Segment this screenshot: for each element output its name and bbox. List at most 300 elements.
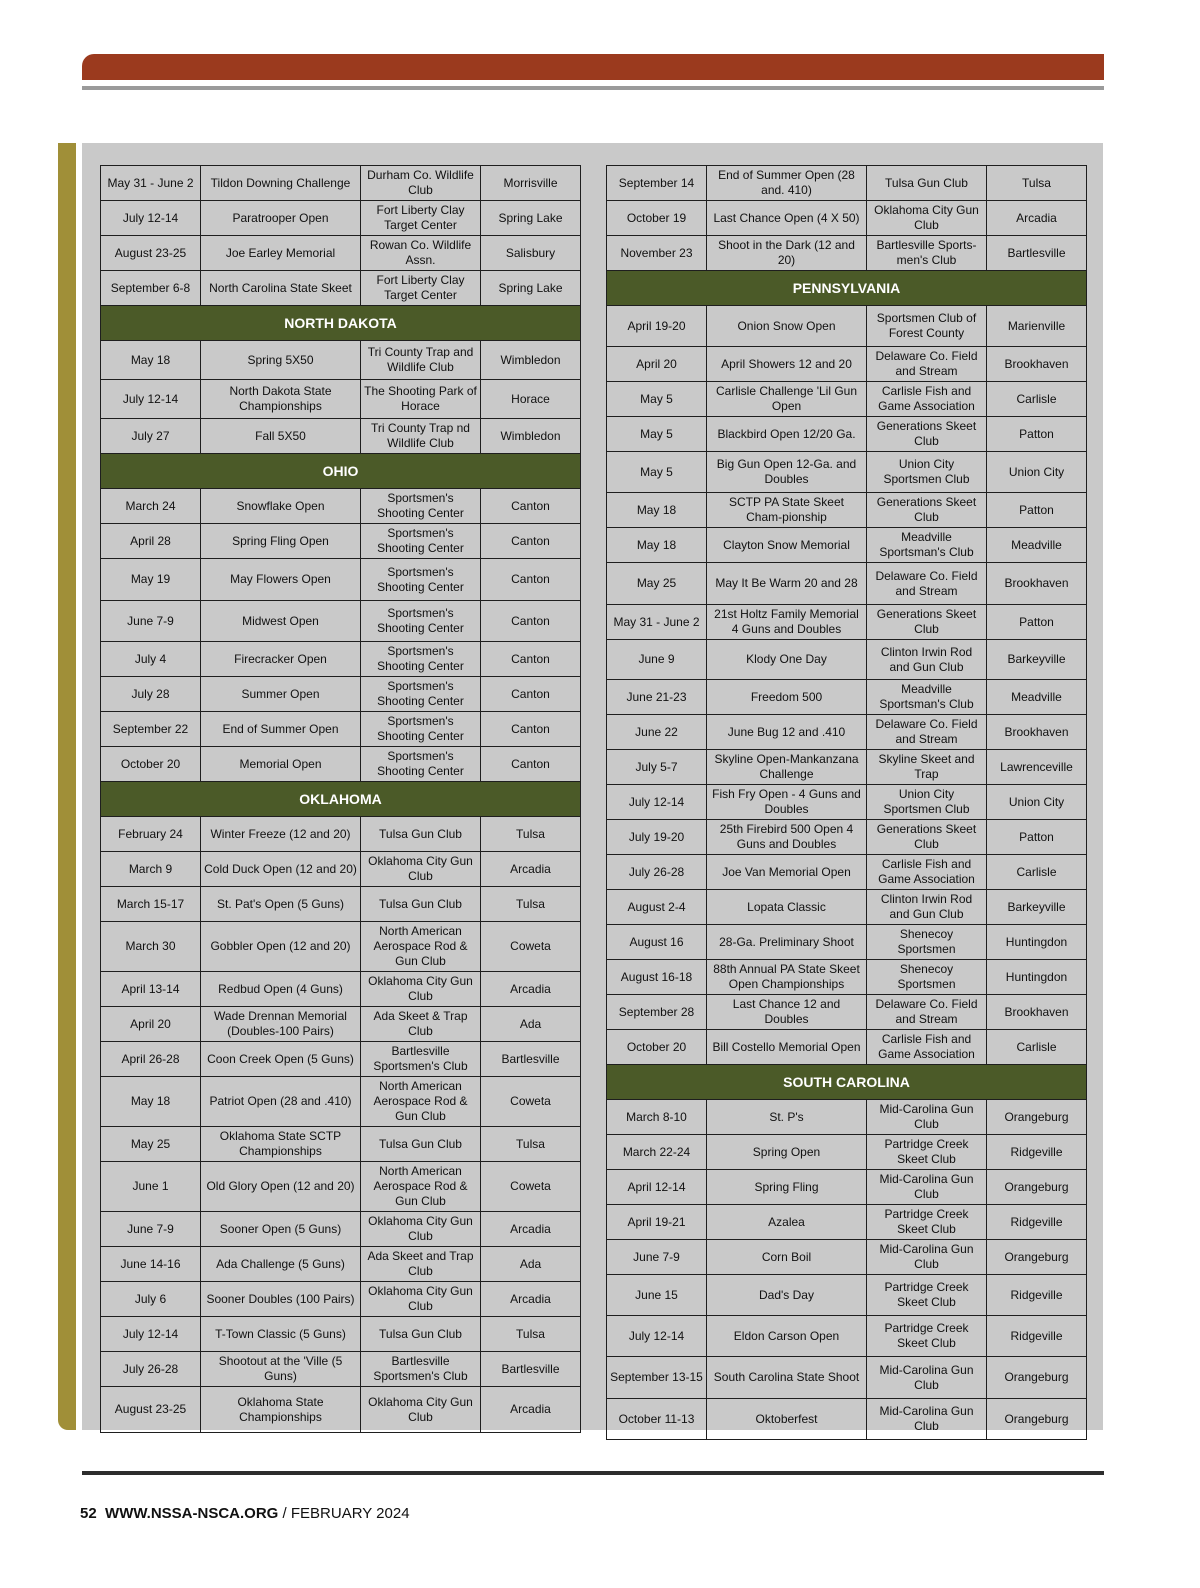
club-cell: Meadville Sportsman's Club: [867, 528, 987, 563]
event-cell: Last Chance 12 and Doubles: [707, 995, 867, 1030]
club-cell: Bartlesville Sports-men's Club: [867, 236, 987, 271]
state-header-row: [101, 454, 581, 489]
schedule-table-left: [100, 165, 581, 1433]
header-accent-bar: [82, 54, 1104, 80]
event-cell: Joe Van Memorial Open: [707, 855, 867, 890]
event-cell: June Bug 12 and .410: [707, 715, 867, 750]
event-cell: Winter Freeze (12 and 20): [201, 817, 361, 852]
city-cell: Marienville: [987, 306, 1087, 347]
date-cell: November 23: [607, 236, 707, 271]
event-cell: North Dakota State Championships: [201, 380, 361, 419]
club-cell: Bartlesville Sportsmen's Club: [361, 1352, 481, 1387]
date-cell: March 8-10: [607, 1100, 707, 1135]
date-cell: July 12-14: [607, 785, 707, 820]
state-header: NORTH DAKOTA: [101, 306, 581, 341]
table-row: [101, 559, 581, 601]
city-cell: Canton: [481, 677, 581, 712]
city-cell: Canton: [481, 712, 581, 747]
table-row: [607, 785, 1087, 820]
date-cell: October 20: [607, 1030, 707, 1065]
club-cell: Oklahoma City Gun Club: [361, 1387, 481, 1433]
table-row: [101, 1077, 581, 1127]
table-row: [101, 1042, 581, 1077]
city-cell: Patton: [987, 417, 1087, 452]
date-cell: August 2-4: [607, 890, 707, 925]
date-cell: June 14-16: [101, 1247, 201, 1282]
event-cell: Memorial Open: [201, 747, 361, 782]
event-cell: Klody One Day: [707, 640, 867, 680]
event-cell: Spring 5X50: [201, 341, 361, 380]
club-cell: Shenecoy Sportsmen: [867, 925, 987, 960]
table-row: [101, 642, 581, 677]
club-cell: Sportsmen's Shooting Center: [361, 747, 481, 782]
event-cell: May Flowers Open: [201, 559, 361, 601]
schedule-table-right: [606, 165, 1087, 1440]
club-cell: Delaware Co. Field and Stream: [867, 563, 987, 605]
club-cell: Durham Co. Wildlife Club: [361, 166, 481, 201]
date-cell: March 15-17: [101, 887, 201, 922]
date-cell: April 20: [101, 1007, 201, 1042]
table-row: [607, 528, 1087, 563]
date-cell: August 16-18: [607, 960, 707, 995]
city-cell: Patton: [987, 605, 1087, 640]
state-header: PENNSYLVANIA: [607, 271, 1087, 306]
state-header-row: [101, 306, 581, 341]
club-cell: Sportsmen Club of Forest County: [867, 306, 987, 347]
table-row: [607, 1100, 1087, 1135]
city-cell: Canton: [481, 642, 581, 677]
date-cell: April 20: [607, 347, 707, 382]
city-cell: Brookhaven: [987, 995, 1087, 1030]
date-cell: July 4: [101, 642, 201, 677]
event-cell: Spring Open: [707, 1135, 867, 1170]
city-cell: Arcadia: [481, 1387, 581, 1433]
table-row: [101, 922, 581, 972]
table-row: [607, 1135, 1087, 1170]
city-cell: Tulsa: [481, 1127, 581, 1162]
city-cell: Union City: [987, 452, 1087, 493]
club-cell: Delaware Co. Field and Stream: [867, 347, 987, 382]
date-cell: May 18: [607, 528, 707, 563]
table-row: [607, 1205, 1087, 1240]
club-cell: Tulsa Gun Club: [361, 817, 481, 852]
club-cell: Sportsmen's Shooting Center: [361, 712, 481, 747]
table-row: [101, 677, 581, 712]
city-cell: Ridgeville: [987, 1205, 1087, 1240]
event-cell: Eldon Carson Open: [707, 1316, 867, 1357]
event-cell: April Showers 12 and 20: [707, 347, 867, 382]
city-cell: Coweta: [481, 1162, 581, 1212]
event-cell: 28-Ga. Preliminary Shoot: [707, 925, 867, 960]
table-row: [101, 1007, 581, 1042]
date-cell: April 19-21: [607, 1205, 707, 1240]
date-cell: June 1: [101, 1162, 201, 1212]
city-cell: Tulsa: [481, 817, 581, 852]
date-cell: May 31 - June 2: [101, 166, 201, 201]
club-cell: Partridge Creek Skeet Club: [867, 1205, 987, 1240]
table-row: [101, 236, 581, 271]
city-cell: Tulsa: [987, 166, 1087, 201]
city-cell: Ridgeville: [987, 1275, 1087, 1316]
city-cell: Patton: [987, 820, 1087, 855]
date-cell: May 25: [607, 563, 707, 605]
club-cell: North American Aerospace Rod & Gun Club: [361, 1077, 481, 1127]
event-cell: Summer Open: [201, 677, 361, 712]
city-cell: Orangeburg: [987, 1100, 1087, 1135]
event-cell: Fish Fry Open - 4 Guns and Doubles: [707, 785, 867, 820]
table-row: [101, 166, 581, 201]
table-row: [101, 887, 581, 922]
city-cell: Carlisle: [987, 855, 1087, 890]
event-cell: Gobbler Open (12 and 20): [201, 922, 361, 972]
club-cell: Skyline Skeet and Trap: [867, 750, 987, 785]
event-cell: End of Summer Open (28 and. 410): [707, 166, 867, 201]
table-row: [607, 306, 1087, 347]
table-row: [607, 960, 1087, 995]
event-cell: Spring Fling: [707, 1170, 867, 1205]
club-cell: Sportsmen's Shooting Center: [361, 524, 481, 559]
city-cell: Brookhaven: [987, 563, 1087, 605]
club-cell: Delaware Co. Field and Stream: [867, 995, 987, 1030]
event-cell: Carlisle Challenge 'Lil Gun Open: [707, 382, 867, 417]
city-cell: Orangeburg: [987, 1240, 1087, 1275]
city-cell: Brookhaven: [987, 715, 1087, 750]
date-cell: July 28: [101, 677, 201, 712]
table-row: [607, 995, 1087, 1030]
date-cell: April 28: [101, 524, 201, 559]
date-cell: May 18: [607, 493, 707, 528]
city-cell: Tulsa: [481, 1317, 581, 1352]
state-header: OKLAHOMA: [101, 782, 581, 817]
club-cell: Meadville Sportsman's Club: [867, 680, 987, 715]
club-cell: Shenecoy Sportsmen: [867, 960, 987, 995]
event-cell: 25th Firebird 500 Open 4 Guns and Doubles: [707, 820, 867, 855]
club-cell: Tri County Trap and Wildlife Club: [361, 341, 481, 380]
city-cell: Union City: [987, 785, 1087, 820]
table-row: [101, 712, 581, 747]
club-cell: Rowan Co. Wildlife Assn.: [361, 236, 481, 271]
event-cell: Tildon Downing Challenge: [201, 166, 361, 201]
city-cell: Huntingdon: [987, 960, 1087, 995]
date-cell: June 21-23: [607, 680, 707, 715]
state-header-row: [607, 271, 1087, 306]
club-cell: Sportsmen's Shooting Center: [361, 489, 481, 524]
club-cell: Clinton Irwin Rod and Gun Club: [867, 890, 987, 925]
date-cell: July 26-28: [101, 1352, 201, 1387]
table-row: [607, 493, 1087, 528]
table-row: [607, 1275, 1087, 1316]
table-row: [101, 1352, 581, 1387]
table-row: [607, 382, 1087, 417]
event-cell: T-Town Classic (5 Guns): [201, 1317, 361, 1352]
table-row: [101, 747, 581, 782]
city-cell: Carlisle: [987, 382, 1087, 417]
city-cell: Arcadia: [481, 972, 581, 1007]
city-cell: Lawrenceville: [987, 750, 1087, 785]
event-cell: Last Chance Open (4 X 50): [707, 201, 867, 236]
club-cell: Generations Skeet Club: [867, 417, 987, 452]
table-row: [101, 817, 581, 852]
event-cell: Oktoberfest: [707, 1399, 867, 1440]
date-cell: June 15: [607, 1275, 707, 1316]
date-cell: July 6: [101, 1282, 201, 1317]
table-row: [101, 341, 581, 380]
club-cell: Partridge Creek Skeet Club: [867, 1135, 987, 1170]
city-cell: Coweta: [481, 922, 581, 972]
event-cell: Spring Fling Open: [201, 524, 361, 559]
table-row: [101, 1162, 581, 1212]
city-cell: Canton: [481, 559, 581, 601]
event-cell: Midwest Open: [201, 601, 361, 642]
date-cell: April 13-14: [101, 972, 201, 1007]
club-cell: Oklahoma City Gun Club: [867, 201, 987, 236]
table-row: [607, 715, 1087, 750]
city-cell: Arcadia: [481, 1212, 581, 1247]
city-cell: Barkeyville: [987, 640, 1087, 680]
date-cell: May 18: [101, 1077, 201, 1127]
city-cell: Salisbury: [481, 236, 581, 271]
city-cell: Morrisville: [481, 166, 581, 201]
club-cell: Sportsmen's Shooting Center: [361, 559, 481, 601]
club-cell: Generations Skeet Club: [867, 493, 987, 528]
date-cell: September 14: [607, 166, 707, 201]
city-cell: Bartlesville: [987, 236, 1087, 271]
state-header-row: [101, 782, 581, 817]
event-cell: Shoot in the Dark (12 and 20): [707, 236, 867, 271]
city-cell: Meadville: [987, 528, 1087, 563]
table-row: [101, 201, 581, 236]
city-cell: Bartlesville: [481, 1352, 581, 1387]
table-row: [101, 1387, 581, 1433]
city-cell: Wimbledon: [481, 341, 581, 380]
table-row: [607, 1357, 1087, 1399]
date-cell: May 31 - June 2: [607, 605, 707, 640]
table-row: [607, 640, 1087, 680]
date-cell: July 12-14: [607, 1316, 707, 1357]
club-cell: Union City Sportsmen Club: [867, 785, 987, 820]
club-cell: Fort Liberty Clay Target Center: [361, 271, 481, 306]
table-row: [607, 452, 1087, 493]
date-cell: July 12-14: [101, 201, 201, 236]
club-cell: Carlisle Fish and Game Association: [867, 855, 987, 890]
club-cell: Carlisle Fish and Game Association: [867, 1030, 987, 1065]
date-cell: June 7-9: [101, 601, 201, 642]
club-cell: Carlisle Fish and Game Association: [867, 382, 987, 417]
club-cell: Union City Sportsmen Club: [867, 452, 987, 493]
table-row: [101, 489, 581, 524]
date-cell: March 22-24: [607, 1135, 707, 1170]
club-cell: Oklahoma City Gun Club: [361, 1212, 481, 1247]
club-cell: North American Aerospace Rod & Gun Club: [361, 1162, 481, 1212]
city-cell: Orangeburg: [987, 1170, 1087, 1205]
date-cell: September 22: [101, 712, 201, 747]
table-row: [101, 1247, 581, 1282]
club-cell: Tulsa Gun Club: [867, 166, 987, 201]
club-cell: Tulsa Gun Club: [361, 1127, 481, 1162]
date-cell: June 22: [607, 715, 707, 750]
club-cell: Sportsmen's Shooting Center: [361, 601, 481, 642]
city-cell: Horace: [481, 380, 581, 419]
event-cell: Azalea: [707, 1205, 867, 1240]
event-cell: 21st Holtz Family Memorial 4 Guns and Doubles: [707, 605, 867, 640]
city-cell: Coweta: [481, 1077, 581, 1127]
city-cell: Barkeyville: [987, 890, 1087, 925]
club-cell: Tri County Trap nd Wildlife Club: [361, 419, 481, 454]
table-row: [607, 1030, 1087, 1065]
city-cell: Brookhaven: [987, 347, 1087, 382]
city-cell: Ada: [481, 1007, 581, 1042]
date-cell: March 9: [101, 852, 201, 887]
event-cell: St. Pat's Open (5 Guns): [201, 887, 361, 922]
event-cell: Oklahoma State Championships: [201, 1387, 361, 1433]
event-cell: Sooner Doubles (100 Pairs): [201, 1282, 361, 1317]
table-row: [607, 680, 1087, 715]
date-cell: September 13-15: [607, 1357, 707, 1399]
table-row: [607, 201, 1087, 236]
club-cell: Generations Skeet Club: [867, 820, 987, 855]
date-cell: February 24: [101, 817, 201, 852]
city-cell: Wimbledon: [481, 419, 581, 454]
date-cell: October 20: [101, 747, 201, 782]
club-cell: Sportsmen's Shooting Center: [361, 642, 481, 677]
event-cell: Big Gun Open 12-Ga. and Doubles: [707, 452, 867, 493]
date-cell: March 30: [101, 922, 201, 972]
table-row: [607, 417, 1087, 452]
event-cell: Oklahoma State SCTP Championships: [201, 1127, 361, 1162]
page-number: 52: [80, 1505, 97, 1522]
table-row: [101, 1282, 581, 1317]
date-cell: July 26-28: [607, 855, 707, 890]
date-cell: July 19-20: [607, 820, 707, 855]
event-cell: Redbud Open (4 Guns): [201, 972, 361, 1007]
footer-rule: [82, 1471, 1104, 1475]
club-cell: Sportsmen's Shooting Center: [361, 677, 481, 712]
table-row: [101, 1127, 581, 1162]
event-cell: South Carolina State Shoot: [707, 1357, 867, 1399]
club-cell: Mid-Carolina Gun Club: [867, 1357, 987, 1399]
event-cell: Clayton Snow Memorial: [707, 528, 867, 563]
event-cell: Patriot Open (28 and .410): [201, 1077, 361, 1127]
table-row: [101, 1212, 581, 1247]
table-row: [607, 820, 1087, 855]
event-cell: Old Glory Open (12 and 20): [201, 1162, 361, 1212]
event-cell: End of Summer Open: [201, 712, 361, 747]
club-cell: Mid-Carolina Gun Club: [867, 1240, 987, 1275]
table-row: [607, 1240, 1087, 1275]
table-row: [607, 750, 1087, 785]
event-cell: Blackbird Open 12/20 Ga.: [707, 417, 867, 452]
state-header-row: [607, 1065, 1087, 1100]
table-row: [101, 380, 581, 419]
event-cell: North Carolina State Skeet: [201, 271, 361, 306]
club-cell: Mid-Carolina Gun Club: [867, 1170, 987, 1205]
table-row: [101, 419, 581, 454]
city-cell: Tulsa: [481, 887, 581, 922]
event-cell: St. P's: [707, 1100, 867, 1135]
table-row: [101, 972, 581, 1007]
event-cell: May It Be Warm 20 and 28: [707, 563, 867, 605]
city-cell: Orangeburg: [987, 1399, 1087, 1440]
club-cell: Ada Skeet and Trap Club: [361, 1247, 481, 1282]
date-cell: June 7-9: [607, 1240, 707, 1275]
event-cell: Snowflake Open: [201, 489, 361, 524]
city-cell: Carlisle: [987, 1030, 1087, 1065]
date-cell: April 26-28: [101, 1042, 201, 1077]
club-cell: Fort Liberty Clay Target Center: [361, 201, 481, 236]
date-cell: July 12-14: [101, 1317, 201, 1352]
event-cell: Bill Costello Memorial Open: [707, 1030, 867, 1065]
event-cell: Shootout at the 'Ville (5 Guns): [201, 1352, 361, 1387]
date-cell: May 5: [607, 452, 707, 493]
date-cell: June 9: [607, 640, 707, 680]
date-cell: July 12-14: [101, 380, 201, 419]
city-cell: Spring Lake: [481, 201, 581, 236]
event-cell: Lopata Classic: [707, 890, 867, 925]
event-cell: Paratrooper Open: [201, 201, 361, 236]
city-cell: Canton: [481, 601, 581, 642]
city-cell: Ridgeville: [987, 1135, 1087, 1170]
side-accent-bar: [58, 143, 76, 1430]
date-cell: October 11-13: [607, 1399, 707, 1440]
date-cell: August 16: [607, 925, 707, 960]
date-cell: May 5: [607, 382, 707, 417]
table-row: [607, 347, 1087, 382]
city-cell: Ridgeville: [987, 1316, 1087, 1357]
city-cell: Canton: [481, 747, 581, 782]
city-cell: Meadville: [987, 680, 1087, 715]
club-cell: Clinton Irwin Rod and Gun Club: [867, 640, 987, 680]
table-row: [101, 1317, 581, 1352]
date-cell: July 5-7: [607, 750, 707, 785]
site-url[interactable]: WWW.NSSA-NSCA.ORG: [105, 1505, 279, 1522]
date-cell: March 24: [101, 489, 201, 524]
city-cell: Patton: [987, 493, 1087, 528]
event-cell: Cold Duck Open (12 and 20): [201, 852, 361, 887]
table-row: [607, 563, 1087, 605]
state-header: OHIO: [101, 454, 581, 489]
event-cell: Wade Drennan Memorial (Doubles-100 Pairs): [201, 1007, 361, 1042]
event-cell: Freedom 500: [707, 680, 867, 715]
city-cell: Arcadia: [481, 1282, 581, 1317]
city-cell: Orangeburg: [987, 1357, 1087, 1399]
city-cell: Bartlesville: [481, 1042, 581, 1077]
club-cell: Mid-Carolina Gun Club: [867, 1100, 987, 1135]
event-cell: Corn Boil: [707, 1240, 867, 1275]
date-cell: October 19: [607, 201, 707, 236]
table-row: [607, 1170, 1087, 1205]
table-row: [101, 271, 581, 306]
date-cell: August 23-25: [101, 1387, 201, 1433]
event-cell: Fall 5X50: [201, 419, 361, 454]
city-cell: Huntingdon: [987, 925, 1087, 960]
table-row: [607, 166, 1087, 201]
date-cell: September 6-8: [101, 271, 201, 306]
club-cell: Mid-Carolina Gun Club: [867, 1399, 987, 1440]
page-footer: [80, 1505, 410, 1522]
club-cell: Oklahoma City Gun Club: [361, 972, 481, 1007]
header-rule: [82, 86, 1104, 90]
club-cell: Bartlesville Sportsmen's Club: [361, 1042, 481, 1077]
table-row: [607, 1399, 1087, 1440]
city-cell: Arcadia: [987, 201, 1087, 236]
table-row: [607, 855, 1087, 890]
event-cell: Joe Earley Memorial: [201, 236, 361, 271]
city-cell: Canton: [481, 489, 581, 524]
club-cell: Partridge Creek Skeet Club: [867, 1275, 987, 1316]
date-cell: April 12-14: [607, 1170, 707, 1205]
table-row: [607, 605, 1087, 640]
event-cell: Ada Challenge (5 Guns): [201, 1247, 361, 1282]
